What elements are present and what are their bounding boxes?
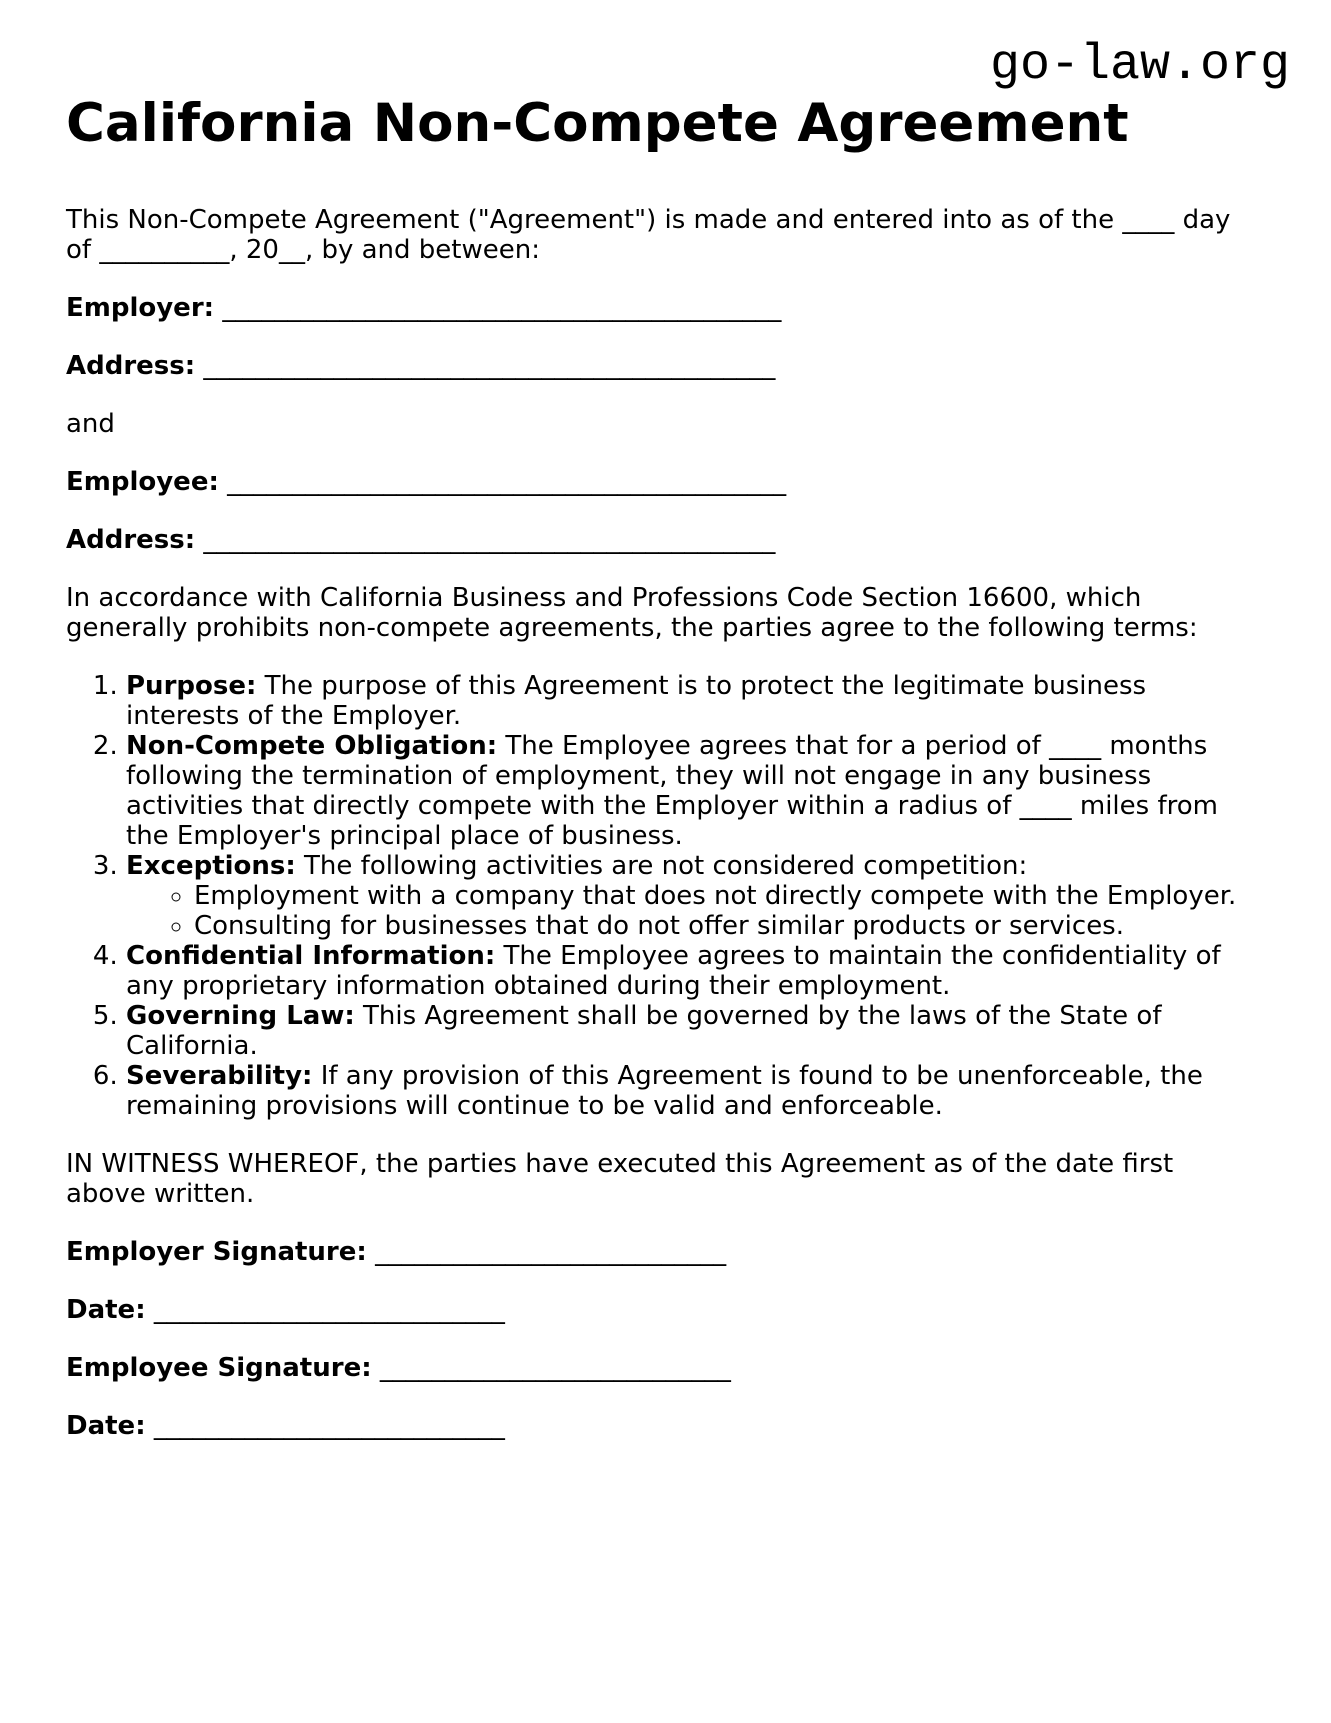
- witness-paragraph: [66, 1149, 1248, 1209]
- term-confidential-label: Confidential Information:: [126, 941, 496, 971]
- employer-address-blank-line: ____________________________________________: [203, 351, 776, 381]
- term-noncompete-label: Non-Compete Obligation:: [126, 731, 498, 761]
- employee-blank-line: ___________________________________________: [227, 467, 787, 497]
- site-logo: go-law.org: [989, 37, 1290, 94]
- document-title: California Non-Compete Agreement: [66, 93, 1129, 154]
- terms-list: [66, 671, 1248, 1121]
- employer-signature-row: [66, 1237, 1248, 1267]
- employer-date-row: [66, 1295, 1248, 1325]
- employer-address-label: Address:: [66, 351, 196, 381]
- exception-item-consulting: ◦ Consulting for businesses that do not offer similar products or services.: [194, 911, 1248, 941]
- employer-signature-blank-line: ___________________________: [375, 1237, 727, 1267]
- employee-address-blank-line: ____________________________________________: [203, 525, 776, 555]
- term-exceptions-text: The following activities are not considered competition:: [304, 851, 1028, 881]
- term-purpose-text: The purpose of this Agreement is to protect the legitimate business interests of the Employer.: [126, 671, 1147, 731]
- term-severability-text: If any provision of this Agreement is found to be unenforceable, the remaining provisions will continue to be valid and enforceable.: [126, 1061, 1203, 1121]
- term-item-severability: [126, 1061, 1248, 1121]
- term-governing-law-text: This Agreement shall be governed by the laws of the State of California.: [126, 1001, 1162, 1061]
- parties-connector: and: [66, 409, 115, 439]
- employer-signature-label: Employer Signature:: [66, 1237, 367, 1267]
- intro-text: This Non-Compete Agreement ("Agreement") is made and entered into as of the ____ day of __________, 20__, by and between:: [66, 205, 1231, 265]
- preamble-paragraph: [66, 583, 1248, 643]
- employer-row: [66, 293, 1248, 323]
- term-item-noncompete-obligation: [126, 731, 1248, 851]
- preamble-text: In accordance with California Business and Professions Code Section 16600, which generally prohibits non-compete agreements, the parties agree to the following terms:: [66, 583, 1198, 643]
- term-confidential-text: The Employee agrees to maintain the confidentiality of any proprietary information obtained during their employment.: [126, 941, 1221, 1001]
- exceptions-sublist: [126, 881, 1248, 941]
- employee-date-row: [66, 1411, 1248, 1441]
- term-item-exceptions: [126, 851, 1248, 941]
- employee-signature-blank-line: ___________________________: [379, 1353, 731, 1383]
- term-severability-label: Severability:: [126, 1061, 313, 1091]
- employer-blank-line: ___________________________________________: [222, 293, 782, 323]
- employee-signature-row: [66, 1353, 1248, 1383]
- term-noncompete-text: The Employee agrees that for a period of ____ months following the termination of employment, they will not engage in any business activities that directly compete with the Employer within a radius of ____ miles from the Employer's principal place of business.: [126, 731, 1218, 851]
- term-item-confidential-information: [126, 941, 1248, 1001]
- employer-label: Employer:: [66, 293, 215, 323]
- exception-item-employment: ◦ Employment with a company that does not directly compete with the Employer.: [194, 881, 1248, 911]
- employer-date-label: Date:: [66, 1295, 146, 1325]
- term-exceptions-label: Exceptions:: [126, 851, 296, 881]
- witness-text: IN WITNESS WHEREOF, the parties have executed this Agreement as of the date first above written.: [66, 1149, 1174, 1209]
- employee-signature-label: Employee Signature:: [66, 1353, 372, 1383]
- employer-date-blank-line: ___________________________: [153, 1295, 505, 1325]
- employee-address-row: [66, 525, 1248, 555]
- term-item-purpose: [126, 671, 1248, 731]
- term-item-governing-law: [126, 1001, 1248, 1061]
- term-governing-law-label: Governing Law:: [126, 1001, 355, 1031]
- employee-row: [66, 467, 1248, 497]
- employee-date-label: Date:: [66, 1411, 146, 1441]
- employee-date-blank-line: ___________________________: [153, 1411, 505, 1441]
- intro-paragraph: [66, 205, 1248, 265]
- employee-address-label: Address:: [66, 525, 196, 555]
- employer-address-row: [66, 351, 1248, 381]
- term-purpose-label: Purpose:: [126, 671, 257, 701]
- employee-label: Employee:: [66, 467, 219, 497]
